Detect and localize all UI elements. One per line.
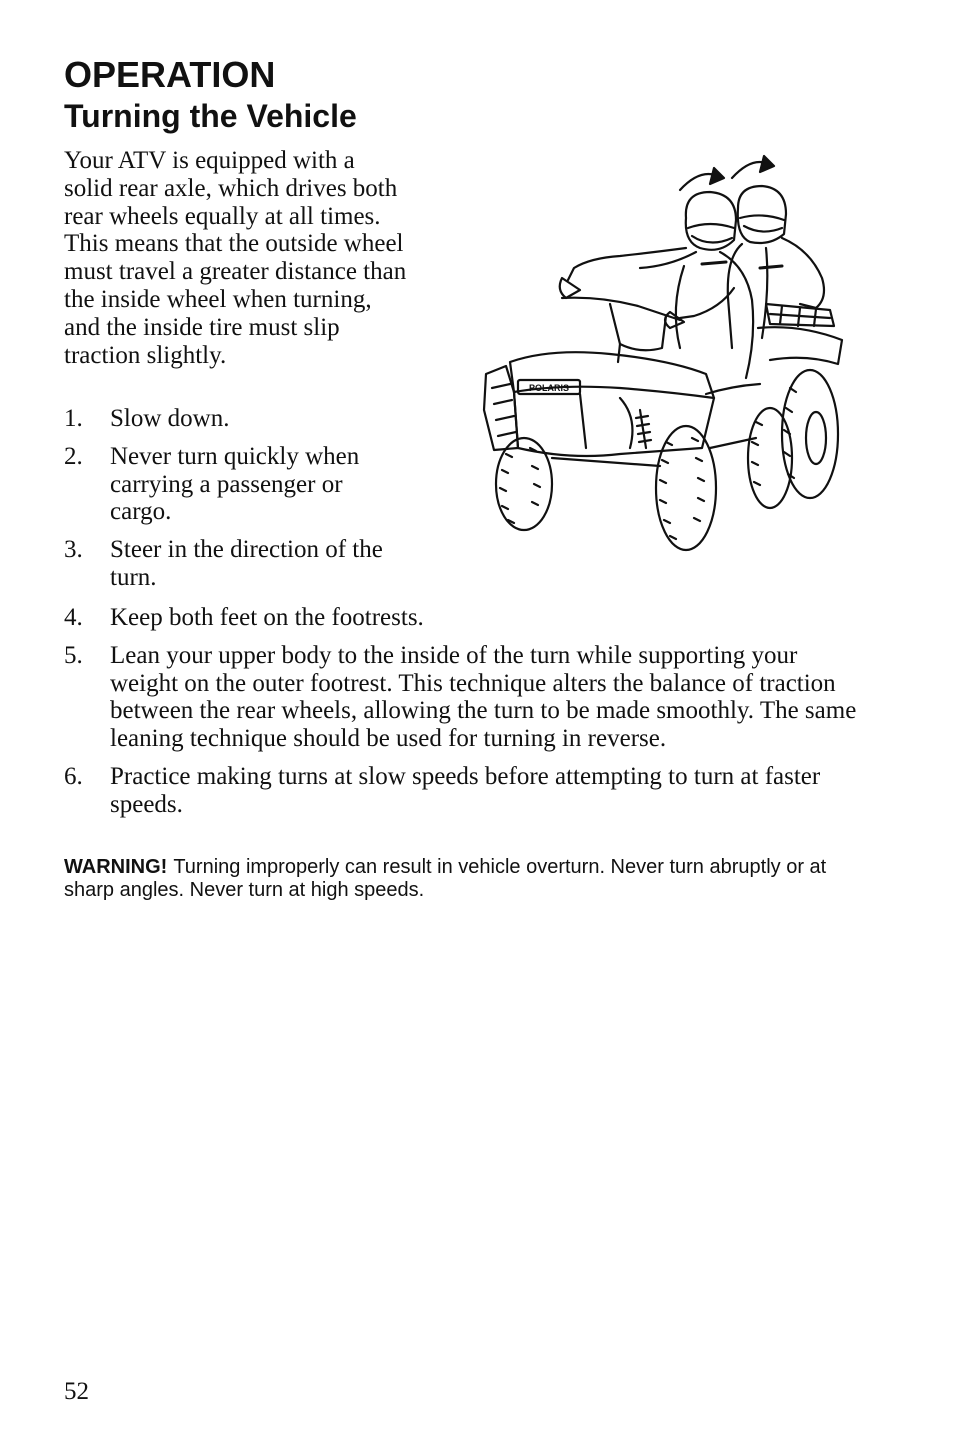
step-text: Lean your upper body to the inside of the turn while supporting your weight on the outer footrest. This technique alters the balance of traction between the rear wheels, allowing the turn to be made smoothly. The same leaning technique should be used for turning in reverse. [110,641,857,753]
page-title: Turning the Vehicle [64,98,357,134]
driver-helmet [686,192,736,250]
front-wheel [656,426,716,550]
brand-logo: POLARIS [528,383,570,393]
warning-text: Turning improperly can result in vehicle overturn. Never turn abruptly or at sharp angles. Never turn at high speeds. [64,856,827,901]
step-number: 1. [64,405,83,432]
page-number: 52 [64,1378,89,1405]
steps-list-narrow [64,405,404,602]
warning-label: WARNING! [64,856,168,878]
list-item [64,405,404,433]
list-item [64,763,864,819]
list-item [64,604,864,632]
intro-paragraph: Your ATV is equipped with a solid rear axle, which drives both rear wheels equally at all times. This means that the outside wheel must travel a greater distance than the inside wheel when turning, and the inside tire must slip traction slightly. [64,147,407,369]
warning-note [64,856,864,902]
steps-list-wide [64,604,864,819]
step-number: 6. [64,762,83,790]
atv-turning-illustration [470,148,850,558]
step-number: 3. [64,536,83,564]
step-text: Practice making turns at slow speeds before attempting to turn at faster speeds. [110,762,821,818]
step-text: Steer in the direction of the turn. [110,536,383,591]
step-text: Keep both feet on the footrests. [110,604,424,631]
list-item [64,536,404,592]
step-text: Never turn quickly when carrying a passenger or cargo. [110,442,360,526]
step-number: 2. [64,442,83,470]
section-heading: OPERATION [64,54,276,95]
list-item [64,642,864,753]
step-text: Slow down. [110,405,230,432]
step-number: 5. [64,641,83,669]
step-number: 4. [64,604,83,631]
list-item [64,443,404,526]
front-wheel [496,438,552,530]
